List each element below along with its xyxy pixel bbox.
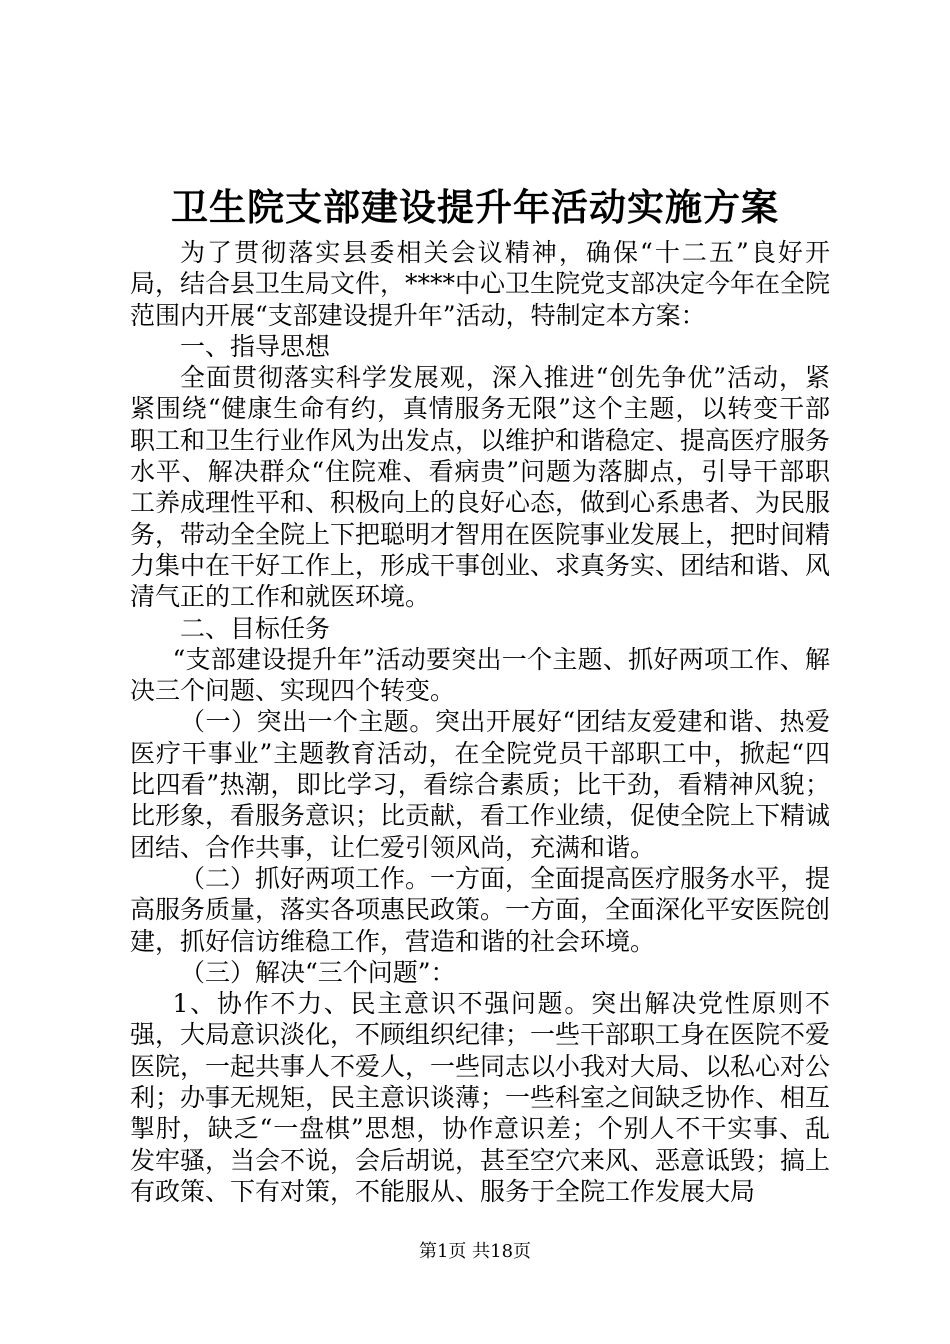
subsection-one-paragraph: （一）突出一个主题。突出开展好“团结友爱建和谐、热爱医疗干事业”主题教育活动，在全院党员干部职工中，掀起“四比四看”热潮，即比学习，看综合素质；比干劲，看精神风貌；比形象，看服务意识；比贡献，看工作业绩，促使全院上下精诚团结、合作共事，让仁爱引领风尚，充满和谐。 [130,707,831,862]
guiding-thought-paragraph: 全面贯彻落实科学发展观，深入推进“创先争优”活动，紧紧围绕“健康生命有约，真情服务无限”这个主题，以转变干部职工和卫生行业作风为出发点，以维护和谐稳定、提高医疗服务水平、解决群众“住院难、看病贵”问题为落脚点，引导干部职工养成理性平和、积极向上的良好心态，做到心系患者、为民服务，带动全全院上下把聪明才智用在医院事业发展上，把时间精力集中在干好工作上，形成干事创业、求真务实、团结和谐、风清气正的工作和就医环境。 [130,363,831,612]
problem-one-paragraph: 1、协作不力、民主意识不强问题。突出解决党性原则不强，大局意识淡化，不顾组织纪律；一些干部职工身在医院不爱医院，一起共事人不爱人，一些同志以小我对大局、以私心对公利；办事无规矩，民主意识谈薄；一些科室之间缺乏协作、相互掣肘，缺乏“一盘棋”思想，协作意识差；个别人不干实事、乱发牢骚，当会不说，会后胡说，甚至空穴来风、恶意诋毁；搞上有政策、下有对策，不能服从、服务于全院工作发展大局 [130,989,831,1206]
section-heading-goals: 二、目标任务 [180,613,331,643]
document-body [130,237,830,1207]
goals-paragraph: “支部建设提升年”活动要突出一个主题、抓好两项工作、解决三个问题、实现四个转变。 [130,644,830,706]
intro-paragraph: 为了贯彻落实县委相关会议精神，确保“十二五”良好开局，结合县卫生局文件，****中心卫生院党支部决定今年在全院范围内开展“支部建设提升年”活动，特制定本方案： [130,238,831,330]
document-title: 卫生院支部建设提升年活动实施方案 [171,185,779,229]
subsection-two-paragraph: （二）抓好两项工作。一方面，全面提高医疗服务水平，提高服务质量，落实各项惠民政策。一方面，全面深化平安医院创建，抓好信访维稳工作，营造和谐的社会环境。 [130,863,831,956]
section-heading-guiding-thought: 一、指导思想 [180,331,331,361]
page-number-footer: 第1页 共18页 [418,1241,532,1262]
subsection-three-heading: （三）解决“三个问题”： [180,957,456,987]
